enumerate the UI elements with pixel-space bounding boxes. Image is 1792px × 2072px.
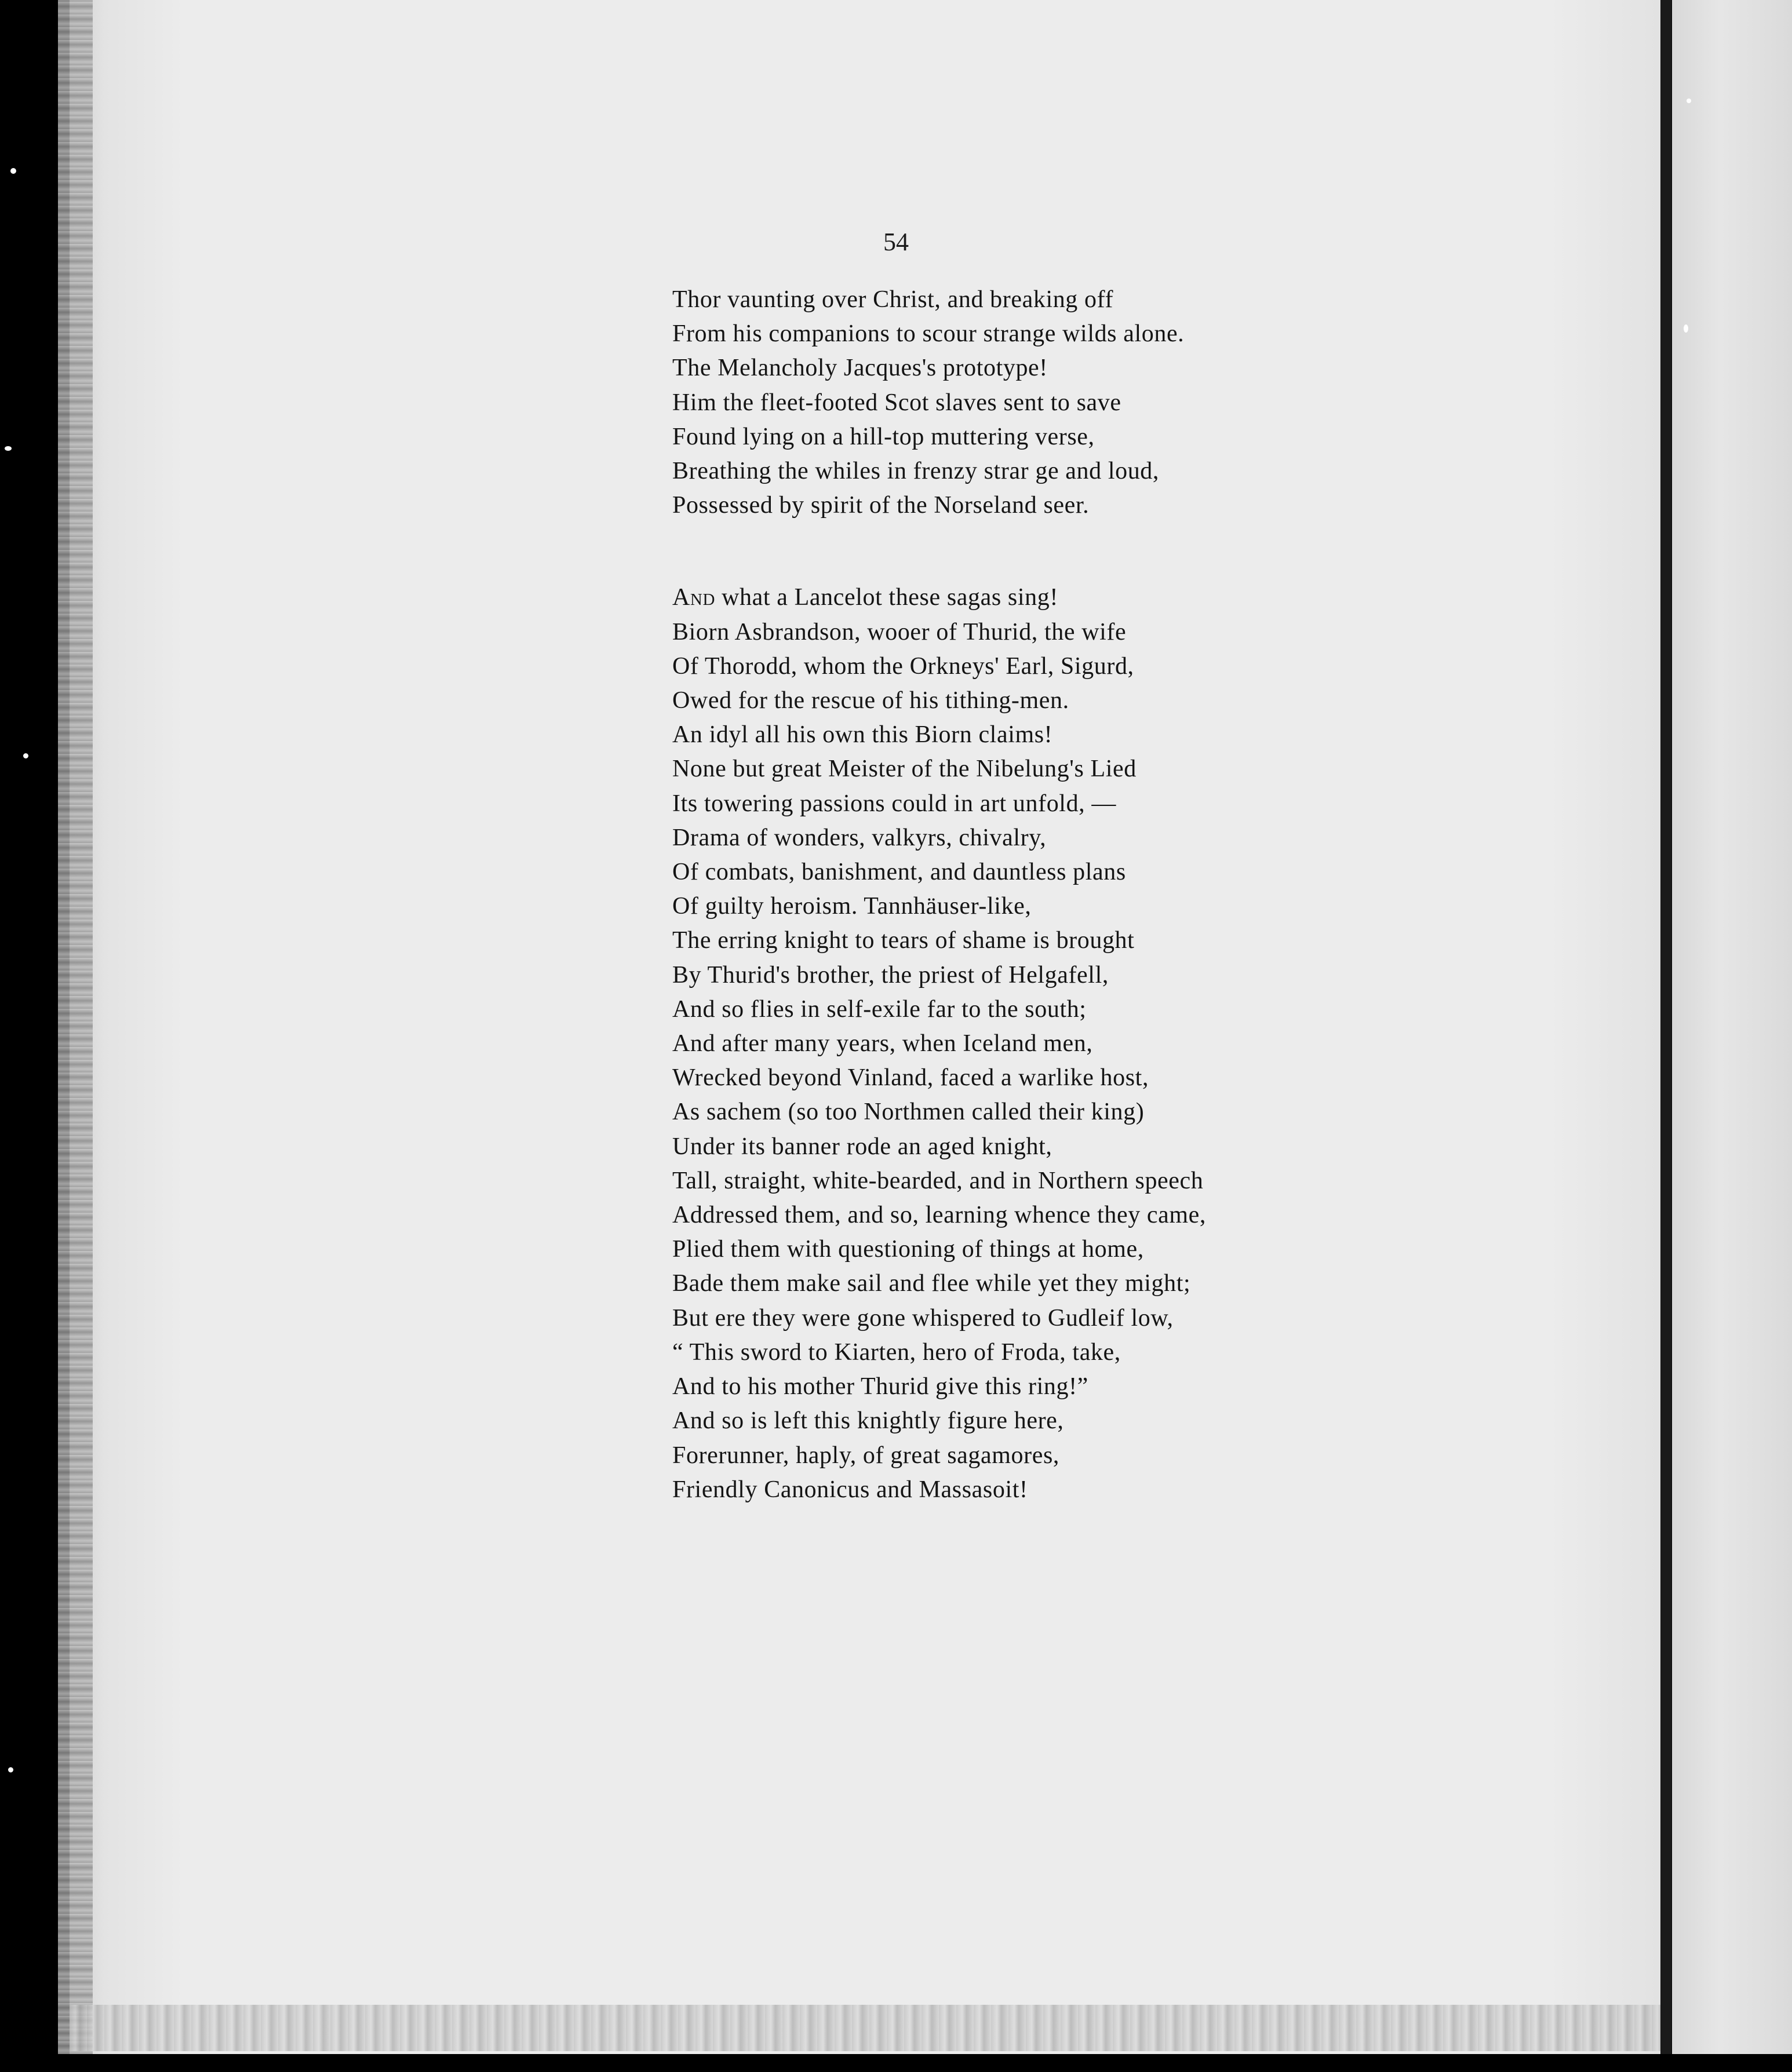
- poem-line: The erring knight to tears of shame is brought: [672, 927, 1135, 954]
- poem-line: From his companions to scour strange wilds alone.: [672, 320, 1185, 348]
- poem-line: None but great Meister of the Nibelung's Lied: [672, 756, 1137, 783]
- poem-line: Its towering passions could in art unfold, —: [672, 790, 1116, 817]
- poem-line: Of combats, banishment, and dauntless plans: [672, 859, 1126, 886]
- poem-line: As sachem (so too Northmen called their king): [672, 1099, 1145, 1126]
- poem-line: Bade them make sail and flee while yet they might;: [672, 1270, 1191, 1297]
- poem-line: And after many years, when Iceland men,: [672, 1030, 1093, 1057]
- poem-line: Friendly Canonicus and Massasoit!: [672, 1476, 1028, 1503]
- stanza-lead-word: And: [672, 584, 716, 611]
- poem-line: And so is left this knightly figure here,: [672, 1407, 1064, 1435]
- poem-line: Drama of wonders, valkyrs, chivalry,: [672, 824, 1047, 851]
- facing-page-edge: [1672, 0, 1792, 2054]
- poem-line: An idyl all his own this Biorn claims!: [672, 721, 1053, 749]
- poem-line: Of guilty heroism. Tannhäuser-like,: [672, 893, 1032, 920]
- poem-line-first: [672, 581, 1658, 615]
- poem-line: Under its banner rode an aged knight,: [672, 1133, 1052, 1160]
- poem-line: But ere they were gone whispered to Gudleif low,: [672, 1304, 1174, 1332]
- poem-line: Plied them with questioning of things at home,: [672, 1236, 1144, 1263]
- poem-line: Of Thorodd, whom the Orkneys' Earl, Sigurd,: [672, 652, 1134, 680]
- stanza-1: [672, 283, 1658, 523]
- poem-line: And to his mother Thurid give this ring!”: [672, 1373, 1088, 1400]
- poem-line: Him the fleet-footed Scot slaves sent to save: [672, 389, 1121, 416]
- poem-line: And so flies in self-exile far to the south;: [672, 995, 1087, 1023]
- page-number: 54: [883, 228, 909, 256]
- poem-text: [672, 283, 1658, 1507]
- poem-line: The Melancholy Jacques's prototype!: [672, 355, 1048, 382]
- poem-line-rest: what a Lancelot these sagas sing!: [715, 584, 1058, 611]
- poem-line: “ This sword to Kiarten, hero of Froda, take,: [672, 1338, 1121, 1366]
- poem-line: Found lying on a hill-top muttering verse,: [672, 423, 1095, 450]
- poem-line: Thor vaunting over Christ, and breaking off: [672, 286, 1114, 313]
- poem-line: Wrecked beyond Vinland, faced a warlike host,: [672, 1064, 1149, 1092]
- page-left-edge: [58, 0, 93, 2054]
- page-bottom-edge: [70, 2005, 1660, 2051]
- stanza-2: [672, 581, 1658, 1506]
- poem-line: Addressed them, and so, learning whence they came,: [672, 1202, 1207, 1229]
- poem-line: Breathing the whiles in frenzy strar ge and loud,: [672, 458, 1159, 485]
- poem-line: By Thurid's brother, the priest of Helgafell,: [672, 961, 1109, 988]
- book-gutter: [1659, 0, 1671, 2054]
- poem-line: Possessed by spirit of the Norseland seer.: [672, 492, 1090, 519]
- poem-line: Biorn Asbrandson, wooer of Thurid, the wife: [672, 618, 1127, 645]
- poem-line: Forerunner, haply, of great sagamores,: [672, 1442, 1059, 1469]
- poem-line: Owed for the rescue of his tithing-men.: [672, 687, 1069, 714]
- poem-line: Tall, straight, white-bearded, and in Northern speech: [672, 1167, 1204, 1194]
